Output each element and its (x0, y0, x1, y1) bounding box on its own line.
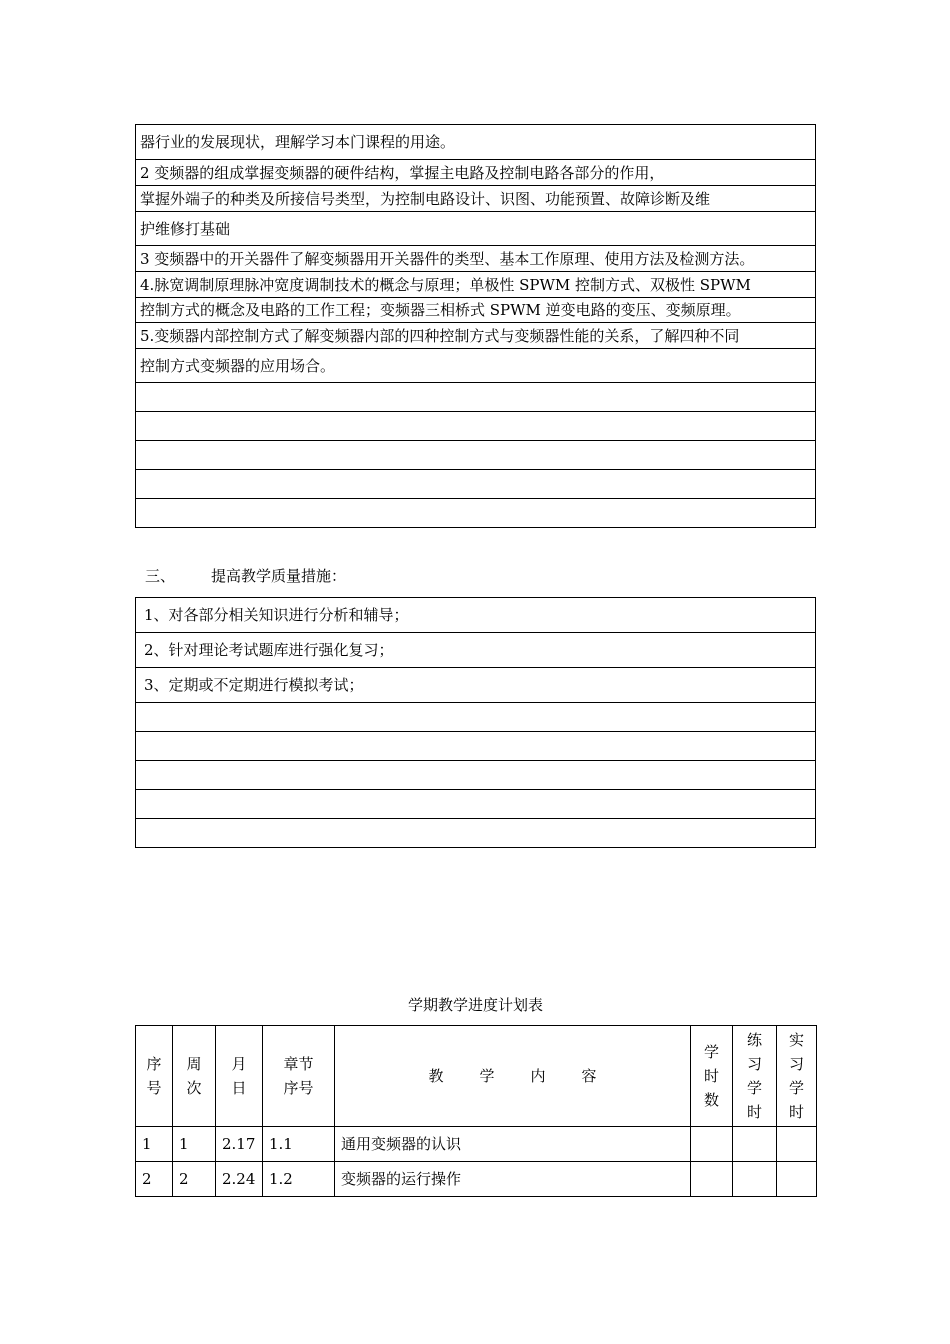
empty-row (136, 819, 816, 848)
header-practice: 练 习 学 时 (733, 1026, 777, 1127)
measure-row: 3、定期或不定期进行模拟考试； (136, 668, 816, 703)
objective-row: 控制方式变频器的应用场合。 (136, 349, 816, 383)
objective-row: 护维修打基础 (136, 212, 816, 246)
empty-row (136, 470, 816, 499)
plan-table (135, 1025, 817, 1197)
objectives-table (135, 124, 816, 528)
cell-date: 2.24 (216, 1162, 263, 1197)
cell-week: 2 (173, 1162, 216, 1197)
table-row (136, 1127, 817, 1162)
cell-content: 通用变频器的认识 (335, 1127, 691, 1162)
section-number: 三、 (145, 567, 176, 585)
objective-row: 5.变频器内部控制方式了解变频器内部的四种控制方式与变频器性能的关系，了解四种不同 (136, 323, 816, 349)
cell-week: 1 (173, 1127, 216, 1162)
cell-date: 2.17 (216, 1127, 263, 1162)
plan-title: 学期教学进度计划表 (407, 996, 543, 1014)
objective-row: 3 变频器中的开关器件了解变频器用开关器件的类型、基本工作原理、使用方法及检测方法。 (136, 246, 816, 272)
measure-row: 1、对各部分相关知识进行分析和辅导； (136, 598, 816, 633)
cell-hours (691, 1127, 733, 1162)
cell-chapter: 1.1 (263, 1127, 335, 1162)
header-chapter: 章节 序号 (263, 1026, 335, 1127)
empty-row (136, 412, 816, 441)
empty-row (136, 383, 816, 412)
header-seq: 序 号 (136, 1026, 173, 1127)
cell-internship (777, 1127, 817, 1162)
empty-row (136, 499, 816, 528)
measure-row: 2、针对理论考试题库进行强化复习； (136, 633, 816, 668)
header-content: 教 学 内 容 (335, 1026, 691, 1127)
empty-row (136, 441, 816, 470)
cell-hours (691, 1162, 733, 1197)
header-date: 月 日 (216, 1026, 263, 1127)
cell-content: 变频器的运行操作 (335, 1162, 691, 1197)
objective-row: 器行业的发展现状，理解学习本门课程的用途。 (136, 125, 816, 160)
objective-row: 掌握外端子的种类及所接信号类型，为控制电路设计、识图、功能预置、故障诊断及维 (136, 186, 816, 212)
measures-table (135, 597, 816, 848)
objective-row: 4.脉宽调制原理脉冲宽度调制技术的概念与原理；单极性 SPWM 控制方式、双极性 SPWM (136, 272, 816, 298)
cell-practice (733, 1162, 777, 1197)
header-week: 周 次 (173, 1026, 216, 1127)
empty-row (136, 703, 816, 732)
cell-seq: 2 (136, 1162, 173, 1197)
header-internship: 实 习 学 时 (777, 1026, 817, 1127)
section-title: 提高教学质量措施： (211, 567, 347, 585)
cell-internship (777, 1162, 817, 1197)
objective-row: 2 变频器的组成掌握变频器的硬件结构，掌握主电路及控制电路各部分的作用， (136, 160, 816, 186)
cell-practice (733, 1127, 777, 1162)
header-hours: 学 时 数 (691, 1026, 733, 1127)
empty-row (136, 790, 816, 819)
section-heading (145, 565, 346, 586)
cell-chapter: 1.2 (263, 1162, 335, 1197)
cell-seq: 1 (136, 1127, 173, 1162)
table-row (136, 1162, 817, 1197)
empty-row (136, 761, 816, 790)
empty-row (136, 732, 816, 761)
objective-row: 控制方式的概念及电路的工作工程；变频器三相桥式 SPWM 逆变电路的变压、变频原理。 (136, 298, 816, 323)
